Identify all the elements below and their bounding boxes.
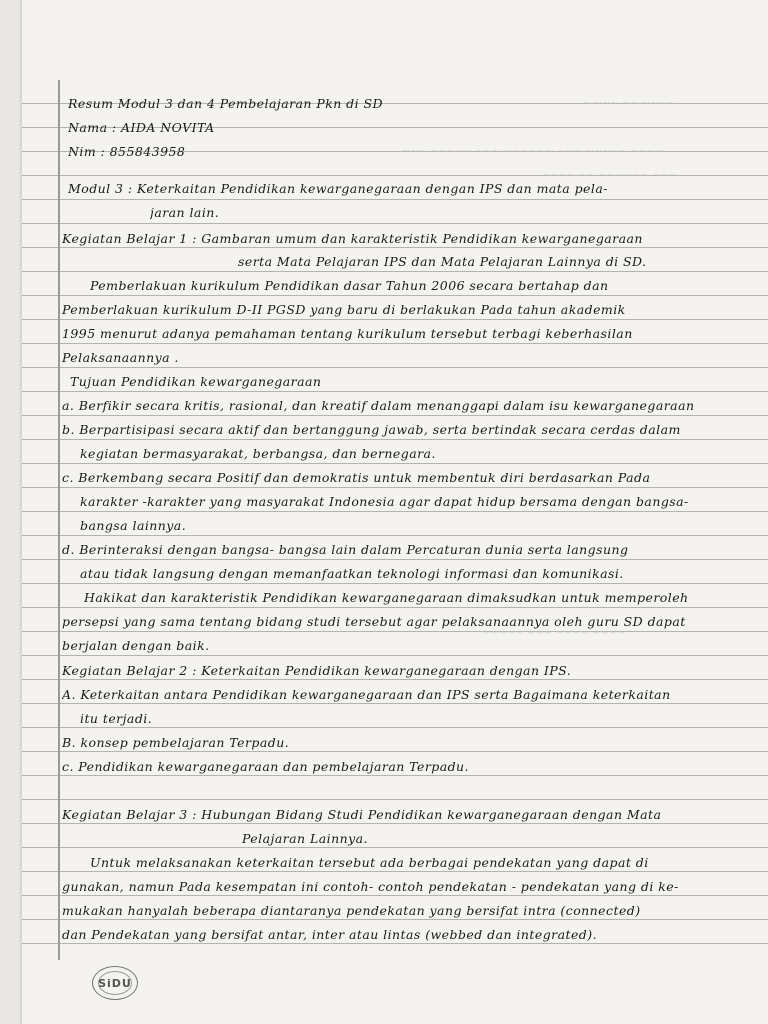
paragraph-line: Pemberlakuan kurikulum Pendidikan dasar Tahun 2006 secara bertahap dan <box>90 278 609 293</box>
show-through-text: ~ ~~~ ~~ ~~~~ <box>582 98 676 109</box>
paragraph-line: mukakan hanyalah beberapa diantaranya pendekatan yang bersifat intra (connected) <box>62 903 641 918</box>
brand-logo <box>92 966 138 1000</box>
show-through-text: ~~~ ~~~~~ ~~~ ~~~~~~ ~~~ ~~~~~ ~~~~ <box>402 146 665 157</box>
list-item-d-cont: atau tidak langsung dengan memanfaatkan teknologi informasi dan komunikasi. <box>80 566 624 581</box>
list-item-a: a. Berfikir secara kritis, rasional, dan kreatif dalam menanggapi dalam isu kewarganegaraan <box>62 398 695 413</box>
activity-1-heading: Kegiatan Belajar 1 : Gambaran umum dan karakteristik Pendidikan kewarganegaraan <box>62 231 643 246</box>
activity-2-heading: Kegiatan Belajar 2 : Keterkaitan Pendidikan kewarganegaraan dengan IPS. <box>62 663 572 678</box>
student-name: Nama : AIDA NOVITA <box>68 120 215 135</box>
list-item-c: c. Berkembang secara Positif dan demokratis untuk membentuk diri berdasarkan Pada <box>62 470 651 485</box>
show-through-text: ~~~~~ ~~~ ~~~~ ~~~~ <box>482 628 626 639</box>
student-id: Nim : 855843958 <box>68 144 186 159</box>
notebook-page <box>22 0 768 1024</box>
paragraph-line: persepsi yang sama tentang bidang studi tersebut agar pelaksanaannya oleh guru SD dapat <box>62 614 686 629</box>
paragraph-line: gunakan, namun Pada kesempatan ini contoh- contoh pendekatan - pendekatan yang di ke- <box>62 879 679 894</box>
list-item-C: c. Pendidikan kewarganegaraan dan pembelajaran Terpadu. <box>62 759 469 774</box>
paragraph-line: Pemberlakuan kurikulum D-II PGSD yang baru di berlakukan Pada tahun akademik <box>62 302 626 317</box>
paragraph-line: Untuk melaksanakan keterkaitan tersebut ada berbagai pendekatan yang dapat di <box>90 855 649 870</box>
paragraph-line: berjalan dengan baik. <box>62 638 210 653</box>
page-top-margin <box>22 0 768 82</box>
show-through-text: ~~~~ ~~ ~~~~~~ ~~~ <box>542 170 678 181</box>
module-heading: Modul 3 : Keterkaitan Pendidikan kewarganegaraan dengan IPS dan mata pela- <box>68 181 608 196</box>
paragraph-line: 1995 menurut adanya pemahaman tentang kurikulum tersebut terbagi keberhasilan <box>62 326 633 341</box>
paragraph-line: dan Pendekatan yang bersifat antar, inter atau lintas (webbed dan integrated). <box>62 927 598 942</box>
list-item-b: b. Berpartisipasi secara aktif dan bertanggung jawab, serta bertindak secara cerdas dalam <box>62 422 681 437</box>
list-item-A: A. Keterkaitan antara Pendidikan kewarganegaraan dan IPS serta Bagaimana keterkaitan <box>62 687 671 702</box>
activity-1-heading-cont: serta Mata Pelajaran IPS dan Mata Pelajaran Lainnya di SD. <box>238 254 647 269</box>
list-item-c-cont: bangsa lainnya. <box>80 518 187 533</box>
margin-rule <box>58 80 60 960</box>
objectives-heading: Tujuan Pendidikan kewarganegaraan <box>70 374 322 389</box>
brand-logo-text: SiDU <box>98 976 132 990</box>
activity-3-heading: Kegiatan Belajar 3 : Hubungan Bidang Studi Pendidikan kewarganegaraan dengan Mata <box>62 807 662 822</box>
document-title: Resum Modul 3 dan 4 Pembelajaran Pkn di SD <box>68 96 383 111</box>
paragraph-line: Pelaksanaannya . <box>62 350 179 365</box>
paragraph-line: Hakikat dan karakteristik Pendidikan kewarganegaraan dimaksudkan untuk memperoleh <box>84 590 689 605</box>
list-item-c-cont: karakter -karakter yang masyarakat Indonesia agar dapat hidup bersama dengan bangsa- <box>80 494 689 509</box>
list-item-B: B. konsep pembelajaran Terpadu. <box>62 735 290 750</box>
activity-3-heading-cont: Pelajaran Lainnya. <box>242 831 368 846</box>
list-item-b-cont: kegiatan bermasyarakat, berbangsa, dan bernegara. <box>80 446 436 461</box>
list-item-A-cont: itu terjadi. <box>80 711 153 726</box>
list-item-d: d. Berinteraksi dengan bangsa- bangsa lain dalam Percaturan dunia serta langsung <box>62 542 629 557</box>
module-heading-cont: jaran lain. <box>150 205 220 220</box>
